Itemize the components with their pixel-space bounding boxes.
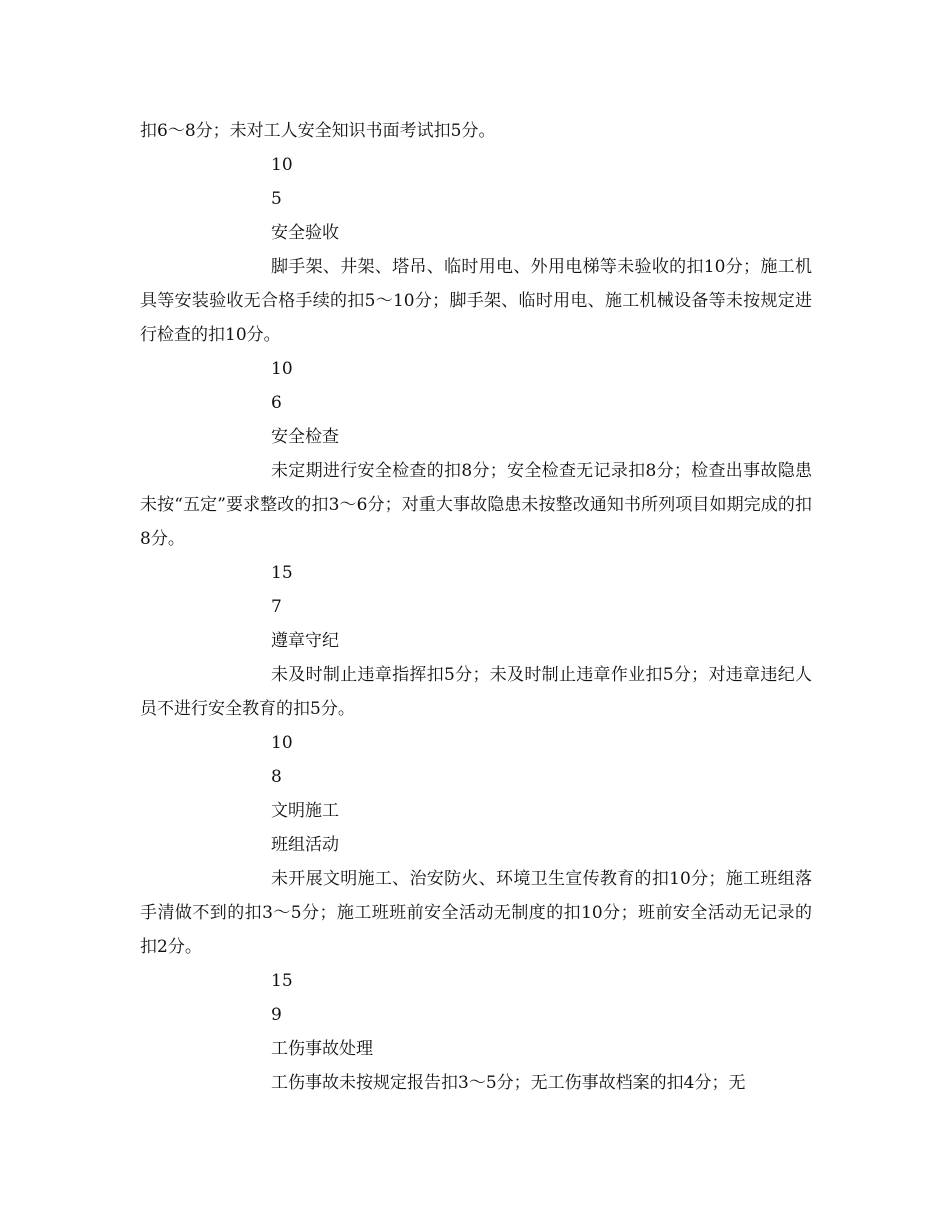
score-value: 10 bbox=[271, 359, 293, 379]
item-criteria: 未及时制止违章指挥扣5分；未及时制止违章作业扣5分；对违章违纪人员不进行安全教育的扣5分。 bbox=[140, 665, 812, 719]
item-number: 5 bbox=[271, 189, 282, 209]
item-number: 6 bbox=[271, 393, 282, 413]
item-criteria: 脚手架、井架、塔吊、临时用电、外用电梯等未验收的扣10分；施工机具等安装验收无合格手续的扣5～10分；脚手架、临时用电、施工机械设备等未按规定进行检查的扣10分。 bbox=[140, 257, 812, 345]
paragraph-continuation: 扣6～8分；未对工人安全知识书面考试扣5分。 bbox=[140, 121, 496, 141]
item-title: 班组活动 bbox=[271, 835, 339, 855]
item-title: 安全检查 bbox=[271, 427, 339, 447]
item-criteria: 工伤事故未按规定报告扣3～5分；无工伤事故档案的扣4分；无 bbox=[271, 1073, 746, 1093]
document-body bbox=[140, 114, 812, 1100]
score-value: 10 bbox=[271, 155, 293, 175]
score-value: 10 bbox=[271, 733, 293, 753]
score-value: 15 bbox=[271, 563, 293, 583]
item-number: 9 bbox=[271, 1005, 282, 1025]
item-title: 工伤事故处理 bbox=[271, 1039, 373, 1059]
item-title: 安全验收 bbox=[271, 223, 339, 243]
item-criteria: 未定期进行安全检查的扣8分；安全检查无记录扣8分；检查出事故隐患未按“五定”要求整改的扣3～6分；对重大事故隐患未按整改通知书所列项目如期完成的扣8分。 bbox=[140, 461, 812, 549]
item-category: 文明施工 bbox=[271, 801, 339, 821]
item-number: 7 bbox=[271, 597, 282, 617]
item-criteria: 未开展文明施工、治安防火、环境卫生宣传教育的扣10分；施工班组落手清做不到的扣3～5分；施工班班前安全活动无制度的扣10分；班前安全活动无记录的扣2分。 bbox=[140, 869, 812, 957]
score-value: 15 bbox=[271, 971, 293, 991]
item-number: 8 bbox=[271, 767, 282, 787]
item-title: 遵章守纪 bbox=[271, 631, 339, 651]
